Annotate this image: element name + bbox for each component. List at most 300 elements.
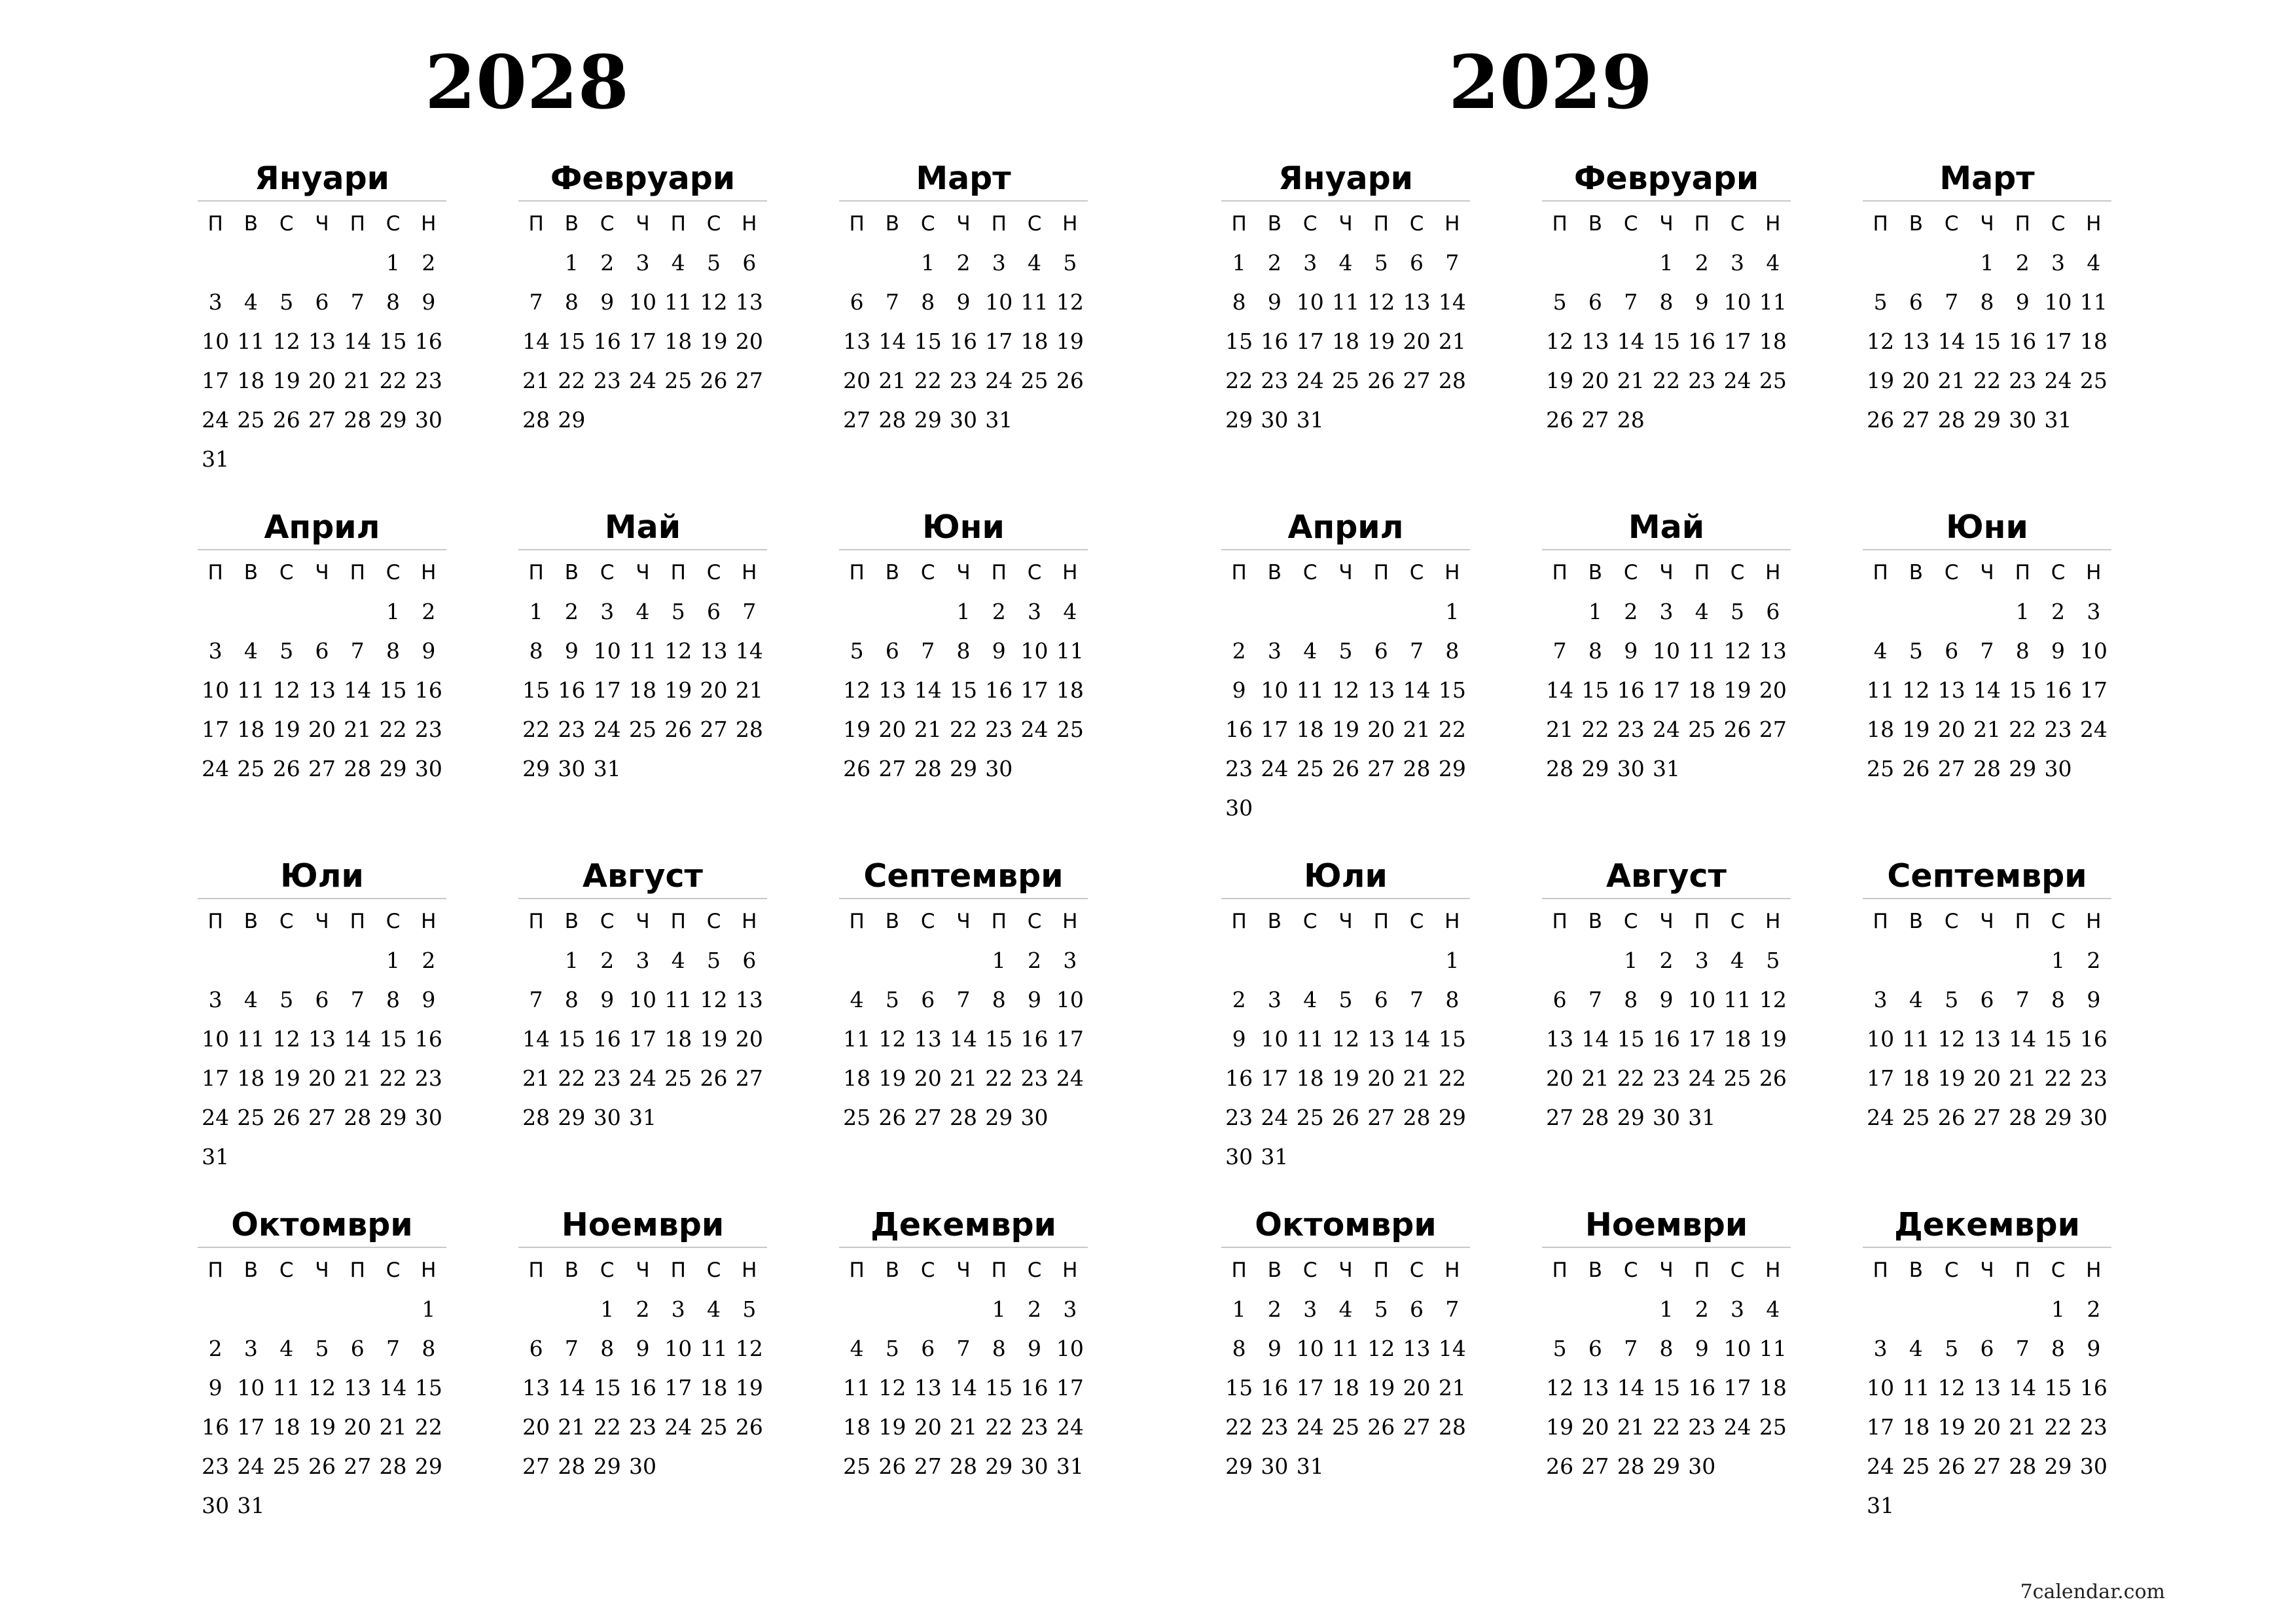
day-cell: 2 [422, 599, 436, 624]
weekday-label: П [1373, 561, 1389, 584]
day-cell: 5 [707, 948, 721, 973]
day-cell: 24 [202, 756, 230, 781]
day-cell: 7 [742, 599, 757, 624]
day-cell: 10 [1056, 987, 1084, 1012]
day-cell: 1 [2051, 1296, 2066, 1322]
day-cell: 19 [1902, 717, 1930, 742]
day-cell: 8 [1659, 289, 1674, 315]
day-cell: 9 [422, 987, 436, 1012]
empty-day-cell [839, 941, 874, 980]
weekday-label: В [1588, 212, 1603, 236]
weekday-header [1221, 553, 1470, 592]
weekday-header [1221, 902, 1470, 941]
day-cell: 18 [1331, 1375, 1359, 1400]
day-cell: 4 [636, 599, 650, 624]
day-cell: 27 [700, 717, 728, 742]
week-row [1542, 1329, 1791, 1368]
day-cell: 30 [628, 1454, 656, 1479]
day-cell: 20 [1367, 1065, 1395, 1091]
day-cell: 22 [949, 717, 977, 742]
month-calendar [518, 1204, 767, 1486]
day-cell: 17 [1261, 717, 1289, 742]
weekday-label: С [1302, 1258, 1318, 1282]
day-cell: 24 [202, 407, 230, 433]
day-cell: 14 [735, 638, 763, 664]
week-row [518, 283, 767, 322]
day-cell: 5 [742, 1296, 757, 1322]
day-cell: 11 [1688, 638, 1716, 664]
day-cell: 12 [272, 1026, 300, 1052]
month-name: Февруари [1542, 157, 1791, 202]
day-cell: 11 [237, 677, 265, 703]
day-cell: 1 [386, 948, 401, 973]
day-cell: 5 [315, 1336, 329, 1361]
day-cell: 4 [671, 250, 685, 276]
day-cell: 1 [1445, 599, 1460, 624]
month-name: Януари [1221, 157, 1470, 202]
month-name: Октомври [1221, 1204, 1470, 1248]
day-cell: 19 [1546, 1414, 1574, 1440]
weekday-label: Н [742, 561, 757, 584]
day-cell: 31 [628, 1105, 656, 1130]
day-cell: 8 [2051, 1336, 2066, 1361]
weekday-label: П [1373, 1258, 1389, 1282]
day-cell: 13 [1367, 677, 1395, 703]
day-cell: 22 [1438, 1065, 1466, 1091]
week-row [518, 1290, 767, 1329]
day-cell: 13 [522, 1375, 550, 1400]
weekday-label: С [1730, 910, 1745, 933]
week-row [198, 1486, 446, 1525]
day-cell: 12 [700, 289, 728, 315]
day-cell: 21 [1581, 1065, 1609, 1091]
month-calendar [1863, 1204, 2111, 1525]
day-cell: 18 [1331, 329, 1359, 354]
day-cell: 18 [664, 1026, 692, 1052]
day-cell: 11 [843, 1026, 871, 1052]
day-cell: 27 [1403, 368, 1431, 393]
day-cell: 10 [628, 987, 656, 1012]
day-cell: 6 [850, 289, 864, 315]
week-row [1221, 1290, 1470, 1329]
empty-day-cell [1863, 243, 1898, 283]
week-row [1542, 941, 1791, 980]
week-row [198, 1137, 446, 1177]
day-cell: 31 [1867, 1493, 1895, 1518]
site-footer: 7calendar.com [2020, 1580, 2165, 1603]
day-cell: 3 [208, 638, 223, 664]
weekday-header [1542, 1251, 1791, 1290]
day-cell: 4 [279, 1336, 294, 1361]
weekday-header [1542, 204, 1791, 243]
week-row [1542, 749, 1791, 789]
day-cell: 18 [1296, 1065, 1324, 1091]
day-cell: 7 [1624, 289, 1638, 315]
weekday-label: С [706, 910, 721, 933]
weekday-label: П [350, 212, 365, 236]
day-cell: 6 [921, 1336, 935, 1361]
day-cell: 14 [522, 1026, 550, 1052]
day-cell: 20 [878, 717, 906, 742]
day-cell: 29 [2044, 1454, 2072, 1479]
day-cell: 15 [2044, 1375, 2072, 1400]
weekday-label: С [1730, 1258, 1745, 1282]
weekday-label: С [1409, 1258, 1424, 1282]
day-cell: 15 [379, 1026, 407, 1052]
day-cell: 9 [208, 1375, 223, 1400]
empty-day-cell [1328, 592, 1363, 632]
day-cell: 30 [1688, 1454, 1716, 1479]
day-cell: 26 [272, 1105, 300, 1130]
day-cell: 16 [202, 1414, 230, 1440]
week-row [1221, 1059, 1470, 1098]
day-cell: 19 [308, 1414, 336, 1440]
day-cell: 12 [272, 329, 300, 354]
day-cell: 28 [1546, 756, 1574, 781]
day-cell: 14 [1617, 329, 1645, 354]
day-cell: 19 [1723, 677, 1751, 703]
day-cell: 23 [2079, 1065, 2108, 1091]
day-cell: 27 [1973, 1105, 2001, 1130]
day-cell: 21 [1973, 717, 2001, 742]
weekday-label: С [2051, 561, 2066, 584]
day-cell: 7 [956, 1336, 971, 1361]
day-cell: 16 [1617, 677, 1645, 703]
weekday-label: Ч [1659, 910, 1674, 933]
empty-day-cell [2005, 941, 2040, 980]
day-cell: 20 [1902, 368, 1930, 393]
week-row [1221, 361, 1470, 401]
weekday-label: П [528, 212, 544, 236]
week-row [1863, 322, 2111, 361]
day-cell: 17 [628, 329, 656, 354]
day-cell: 24 [628, 368, 656, 393]
day-cell: 8 [1232, 1336, 1246, 1361]
month-calendar [198, 855, 446, 1177]
day-cell: 5 [1766, 948, 1780, 973]
day-cell: 5 [885, 1336, 899, 1361]
day-cell: 10 [202, 329, 230, 354]
day-cell: 3 [600, 599, 615, 624]
empty-day-cell [198, 592, 233, 632]
weekday-label: П [849, 910, 865, 933]
empty-day-cell [1293, 941, 1328, 980]
weekday-label: В [885, 910, 900, 933]
empty-day-cell [233, 592, 268, 632]
week-row [198, 980, 446, 1020]
day-cell: 29 [1438, 756, 1466, 781]
day-cell: 18 [1867, 717, 1895, 742]
empty-day-cell [1934, 1290, 1969, 1329]
week-row [1863, 283, 2111, 322]
week-row [1221, 789, 1470, 828]
day-cell: 2 [992, 599, 1006, 624]
week-row [1221, 1020, 1470, 1059]
day-cell: 11 [1296, 677, 1324, 703]
month-calendar [1863, 157, 2111, 440]
weekday-label: С [1027, 1258, 1042, 1282]
day-cell: 9 [1232, 1026, 1246, 1052]
day-cell: 20 [344, 1414, 372, 1440]
day-cell: 17 [1261, 1065, 1289, 1091]
day-cell: 9 [1267, 289, 1282, 315]
weekday-label: Н [742, 212, 757, 236]
day-cell: 13 [1759, 638, 1787, 664]
day-cell: 11 [1759, 1336, 1787, 1361]
day-cell: 10 [2044, 289, 2072, 315]
weekday-label: В [564, 1258, 579, 1282]
day-cell: 4 [1338, 250, 1353, 276]
day-cell: 12 [1367, 1336, 1395, 1361]
weekday-label: П [1552, 910, 1568, 933]
day-cell: 10 [202, 677, 230, 703]
day-cell: 23 [593, 1065, 621, 1091]
day-cell: 11 [237, 1026, 265, 1052]
day-cell: 6 [1410, 1296, 1424, 1322]
day-cell: 15 [379, 329, 407, 354]
weekday-header [1863, 553, 2111, 592]
day-cell: 28 [1973, 756, 2001, 781]
day-cell: 19 [700, 329, 728, 354]
day-cell: 3 [1873, 987, 1888, 1012]
day-cell: 18 [1902, 1065, 1930, 1091]
day-cell: 14 [2009, 1375, 2037, 1400]
weekday-label: В [885, 212, 900, 236]
day-cell: 16 [1225, 717, 1253, 742]
day-cell: 19 [878, 1414, 906, 1440]
day-cell: 2 [208, 1336, 223, 1361]
day-cell: 20 [914, 1065, 942, 1091]
empty-day-cell [910, 941, 946, 980]
day-cell: 19 [1367, 1375, 1395, 1400]
day-cell: 8 [386, 987, 401, 1012]
day-cell: 27 [1581, 1454, 1609, 1479]
day-cell: 2 [1267, 250, 1282, 276]
weekday-label: П [991, 910, 1007, 933]
week-row [1863, 1059, 2111, 1098]
empty-day-cell [198, 243, 233, 283]
day-cell: 27 [735, 1065, 763, 1091]
day-cell: 7 [350, 289, 365, 315]
day-cell: 26 [1546, 407, 1574, 433]
day-cell: 8 [529, 638, 543, 664]
weekday-label: С [600, 910, 615, 933]
day-cell: 31 [202, 1144, 230, 1169]
week-row [518, 941, 767, 980]
weekday-label: Н [1444, 910, 1460, 933]
day-cell: 16 [1261, 1375, 1289, 1400]
day-cell: 22 [1617, 1065, 1645, 1091]
day-cell: 11 [1902, 1026, 1930, 1052]
day-cell: 21 [1546, 717, 1574, 742]
weekday-label: С [1730, 561, 1745, 584]
empty-day-cell [1934, 243, 1969, 283]
month-name: Юни [839, 506, 1088, 550]
month-calendar [1863, 855, 2111, 1137]
weekday-header [198, 204, 446, 243]
weekday-label: С [1302, 212, 1318, 236]
month-name: Ноември [518, 1204, 767, 1248]
weekday-label: Н [421, 212, 437, 236]
day-cell: 27 [1937, 756, 1965, 781]
day-cell: 9 [1232, 677, 1246, 703]
weekday-label: П [2015, 1258, 2030, 1282]
day-cell: 27 [878, 756, 906, 781]
week-row [1863, 671, 2111, 710]
weekday-label: П [528, 561, 544, 584]
week-row [518, 671, 767, 710]
weekday-label: П [1873, 1258, 1888, 1282]
weekday-label: П [1694, 212, 1710, 236]
empty-day-cell [554, 1290, 589, 1329]
day-cell: 26 [664, 717, 692, 742]
day-cell: 13 [308, 329, 336, 354]
day-cell: 21 [2009, 1065, 2037, 1091]
week-row [1221, 283, 1470, 322]
day-cell: 2 [956, 250, 971, 276]
week-row [1221, 941, 1470, 980]
day-cell: 21 [2009, 1414, 2037, 1440]
day-cell: 20 [914, 1414, 942, 1440]
day-cell: 23 [985, 717, 1013, 742]
weekday-label: В [1909, 1258, 1924, 1282]
weekday-label: Ч [636, 1258, 650, 1282]
day-cell: 3 [992, 250, 1006, 276]
month-calendar [1221, 1204, 1470, 1486]
day-cell: 21 [1617, 368, 1645, 393]
day-cell: 11 [664, 289, 692, 315]
day-cell: 5 [1873, 289, 1888, 315]
weekday-label: С [1027, 212, 1042, 236]
weekday-label: П [991, 212, 1007, 236]
day-cell: 6 [1588, 1336, 1602, 1361]
day-cell: 5 [671, 599, 685, 624]
weekday-label: П [528, 910, 544, 933]
day-cell: 12 [1937, 1375, 1965, 1400]
empty-day-cell [839, 592, 874, 632]
day-cell: 16 [414, 677, 442, 703]
day-cell: 18 [664, 329, 692, 354]
empty-day-cell [1863, 592, 1898, 632]
week-row [1863, 749, 2111, 789]
weekday-label: Н [1444, 1258, 1460, 1282]
empty-day-cell [1221, 592, 1257, 632]
day-cell: 4 [243, 987, 258, 1012]
year-title: 2028 [425, 40, 629, 126]
day-cell: 26 [272, 407, 300, 433]
day-cell: 5 [1338, 987, 1353, 1012]
day-cell: 3 [243, 1336, 258, 1361]
day-cell: 21 [1438, 329, 1466, 354]
weekday-label: Ч [315, 910, 329, 933]
weekday-label: Ч [1980, 212, 1994, 236]
day-cell: 18 [1902, 1414, 1930, 1440]
day-cell: 28 [344, 407, 372, 433]
weekday-label: П [1231, 910, 1247, 933]
day-cell: 14 [878, 329, 906, 354]
day-cell: 30 [2079, 1454, 2108, 1479]
weekday-label: Н [1444, 212, 1460, 236]
day-cell: 31 [593, 756, 621, 781]
day-cell: 9 [1695, 289, 1709, 315]
day-cell: 15 [1652, 1375, 1680, 1400]
day-cell: 20 [1759, 677, 1787, 703]
day-cell: 5 [1945, 1336, 1959, 1361]
day-cell: 11 [628, 638, 656, 664]
day-cell: 17 [2044, 329, 2072, 354]
day-cell: 3 [2087, 599, 2101, 624]
weekday-label: С [1623, 910, 1638, 933]
day-cell: 23 [202, 1454, 230, 1479]
week-row [198, 1329, 446, 1368]
day-cell: 16 [1688, 329, 1716, 354]
weekday-label: Ч [1338, 910, 1353, 933]
day-cell: 22 [985, 1414, 1013, 1440]
day-cell: 6 [1980, 1336, 1994, 1361]
day-cell: 27 [1973, 1454, 2001, 1479]
day-cell: 16 [1225, 1065, 1253, 1091]
day-cell: 4 [707, 1296, 721, 1322]
weekday-label: С [386, 910, 401, 933]
weekday-label: П [1231, 212, 1247, 236]
day-cell: 30 [2079, 1105, 2108, 1130]
day-cell: 2 [1232, 638, 1246, 664]
weekday-label: Ч [315, 561, 329, 584]
day-cell: 2 [1624, 599, 1638, 624]
day-cell: 21 [344, 717, 372, 742]
day-cell: 29 [558, 1105, 586, 1130]
day-cell: 14 [1438, 1336, 1466, 1361]
day-cell: 22 [914, 368, 942, 393]
day-cell: 24 [1296, 368, 1324, 393]
day-cell: 21 [1403, 1065, 1431, 1091]
day-cell: 23 [1688, 1414, 1716, 1440]
day-cell: 22 [1973, 368, 2001, 393]
day-cell: 15 [593, 1375, 621, 1400]
day-cell: 24 [237, 1454, 265, 1479]
day-cell: 2 [2015, 250, 2030, 276]
day-cell: 28 [558, 1454, 586, 1479]
empty-day-cell [198, 941, 233, 980]
week-row [1863, 1020, 2111, 1059]
day-cell: 29 [985, 1454, 1013, 1479]
day-cell: 27 [522, 1454, 550, 1479]
week-row [1221, 671, 1470, 710]
day-cell: 5 [279, 638, 294, 664]
weekday-label: П [1694, 561, 1710, 584]
week-row [1542, 1368, 1791, 1408]
weekday-label: П [350, 561, 365, 584]
week-row [198, 710, 446, 749]
day-cell: 28 [2009, 1454, 2037, 1479]
weekday-label: Ч [956, 561, 971, 584]
empty-day-cell [1542, 1290, 1577, 1329]
weekday-header [198, 1251, 446, 1290]
day-cell: 31 [202, 446, 230, 472]
day-cell: 15 [2009, 677, 2037, 703]
empty-day-cell [1542, 243, 1577, 283]
empty-day-cell [1399, 592, 1434, 632]
day-cell: 25 [1688, 717, 1716, 742]
day-cell: 26 [1367, 1414, 1395, 1440]
week-row [1863, 592, 2111, 632]
day-cell: 3 [1028, 599, 1042, 624]
day-cell: 23 [414, 717, 442, 742]
day-cell: 29 [522, 756, 550, 781]
empty-day-cell [1863, 941, 1898, 980]
day-cell: 15 [1225, 1375, 1253, 1400]
day-cell: 6 [1588, 289, 1602, 315]
